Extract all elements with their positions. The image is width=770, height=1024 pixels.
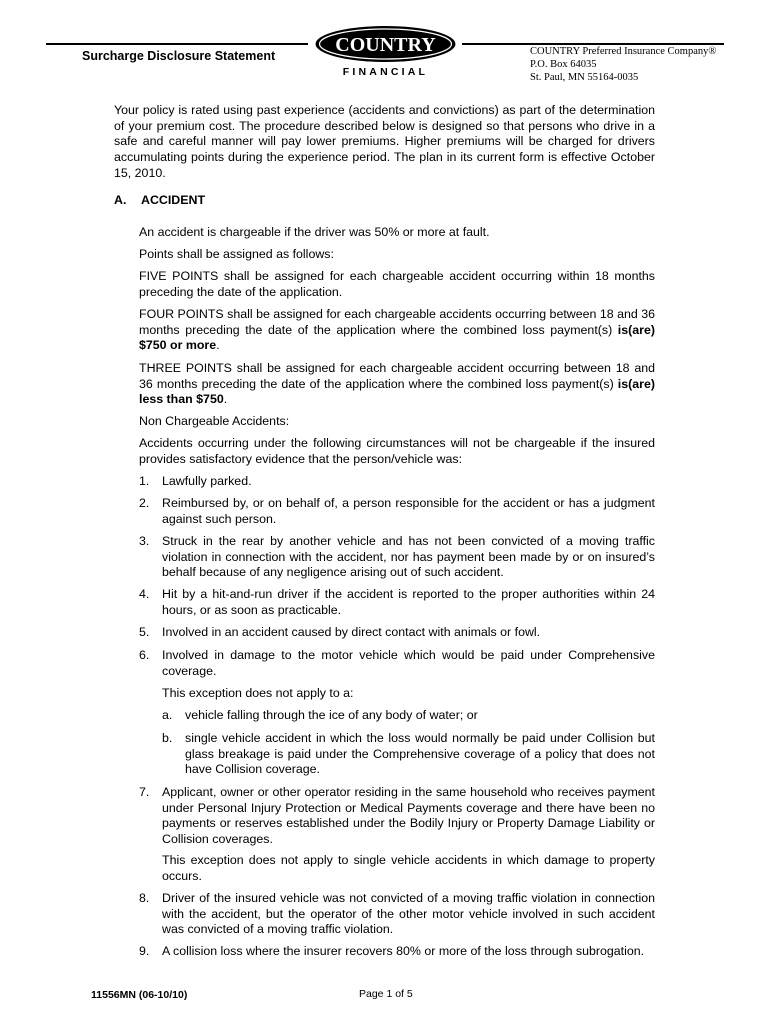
item-text: Lawfully parked.: [162, 474, 252, 488]
item-number: 2.: [139, 496, 150, 510]
sub-item-text: vehicle falling through the ice of any body of water; or: [185, 708, 478, 722]
item-text: Applicant, owner or other operator residing in the same household who receives payment under Personal Injury Protection or Medical Payments coverage and there have been no payments or reserves established under the Bodily Injury or Property Damage Liability or Collision coverages.: [162, 785, 655, 847]
item-number: 8.: [139, 891, 150, 905]
item-number: 7.: [139, 785, 150, 799]
five-points-paragraph: FIVE POINTS shall be assigned for each chargeable accident occurring within 18 months preceding the date of the application.: [139, 269, 655, 299]
address-line-2: St. Paul, MN 55164-0035: [530, 72, 639, 83]
item-number: 1.: [139, 474, 150, 488]
item-number: 6.: [139, 648, 150, 662]
list-item: [139, 587, 655, 618]
item-number: 4.: [139, 587, 150, 601]
list-item: [139, 625, 655, 641]
item-text: Involved in an accident caused by direct contact with animals or fowl.: [162, 625, 541, 639]
item-text: Driver of the insured vehicle was not convicted of a moving traffic violation in connection with the accident, but the operator of the other motor vehicle involved in such accident was convicted of a moving traffic violation.: [162, 891, 655, 937]
item-text: Reimbursed by, or on behalf of, a person responsible for the accident or has a judgment against such person.: [162, 496, 655, 526]
item-text: A collision loss where the insurer recovers 80% or more of the loss through subrogation.: [162, 944, 645, 958]
sub-item-letter: a.: [162, 708, 173, 722]
three-points-period: .: [223, 392, 228, 407]
company-name: COUNTRY Preferred Insurance Company®: [530, 46, 717, 57]
logo-subtitle: FINANCIAL: [342, 66, 429, 78]
four-points-bold: is(are) $750 or more: [139, 322, 655, 353]
item-7-exception: This exception does not apply to single vehicle accidents in which damage to property occurs.: [162, 853, 655, 883]
form-number: 11556MN (06-10/10): [91, 989, 188, 1001]
section-heading: [114, 193, 205, 209]
three-points-paragraph: [139, 361, 655, 408]
four-points-paragraph: [139, 307, 655, 354]
item-number: 5.: [139, 625, 150, 639]
sub-list-item: [162, 731, 655, 778]
page-number: Page 1 of 5: [359, 988, 413, 1000]
item-text: Struck in the rear by another vehicle and has not been convicted of a moving traffic violation in connection with the accident, nor has payment been made by or on insured’s behalf because of any negligence arising out of such accident.: [162, 534, 655, 580]
list-item: [139, 785, 655, 848]
header-rule-left: [46, 43, 308, 45]
sub-item-letter: b.: [162, 731, 173, 745]
item-number: 3.: [139, 534, 150, 548]
item-text: Involved in damage to the motor vehicle which would be paid under Comprehensive coverage.: [162, 648, 655, 678]
non-chargeable-intro: Accidents occurring under the following circumstances will not be chargeable if the insured provides satisfactory evidence that the person/vehicle was:: [139, 436, 655, 466]
three-points-bold: is(are) less than $750: [139, 376, 655, 407]
non-chargeable-heading: Non Chargeable Accidents:: [139, 414, 290, 428]
document-title: Surcharge Disclosure Statement: [82, 49, 276, 63]
four-points-period: .: [216, 338, 220, 353]
address-line-1: P.O. Box 64035: [530, 59, 597, 70]
section-title: ACCIDENT: [141, 193, 206, 207]
company-address: [530, 45, 716, 84]
list-item: [139, 944, 655, 960]
points-intro: Points shall be assigned as follows:: [139, 247, 334, 261]
section-number: A.: [114, 193, 127, 207]
country-logo: [313, 25, 458, 63]
chargeable-paragraph: An accident is chargeable if the driver was 50% or more at fault.: [139, 225, 490, 239]
sub-item-text: single vehicle accident in which the loss would normally be paid under Collision but glass breakage is paid under the Comprehensive coverage of a policy that does not have Collision coverage.: [185, 731, 655, 777]
list-item: [139, 891, 655, 938]
logo-text: COUNTRY: [335, 34, 436, 56]
item-text: Hit by a hit-and-run driver if the accident is reported to the proper authorities within 24 hours, or as soon as practicable.: [162, 587, 655, 617]
intro-paragraph: Your policy is rated using past experience (accidents and convictions) as part of the determination of your premium cost. The procedure described below is designed so that persons who drive in a safe and careful manner will pay lower premiums. Higher premiums will be charged for drivers accumulating points during the experience period. The plan in its current form is effective October 15, 2010.: [114, 103, 655, 180]
list-item: [139, 534, 655, 581]
four-points-text: FOUR POINTS shall be assigned for each chargeable accidents occurring between 18 and 36 months preceding the date of the application where the combined loss payment(s): [139, 307, 655, 337]
three-points-text: THREE POINTS shall be assigned for each chargeable accident occurring between 18 and 36 months preceding the date of the application where the combined loss payment(s): [139, 361, 655, 391]
item-6-exception: This exception does not apply to a:: [162, 686, 354, 700]
list-item: [139, 474, 655, 490]
sub-list-item: [162, 708, 655, 724]
item-number: 9.: [139, 944, 150, 958]
list-item: [139, 648, 655, 679]
list-item: [139, 496, 655, 527]
